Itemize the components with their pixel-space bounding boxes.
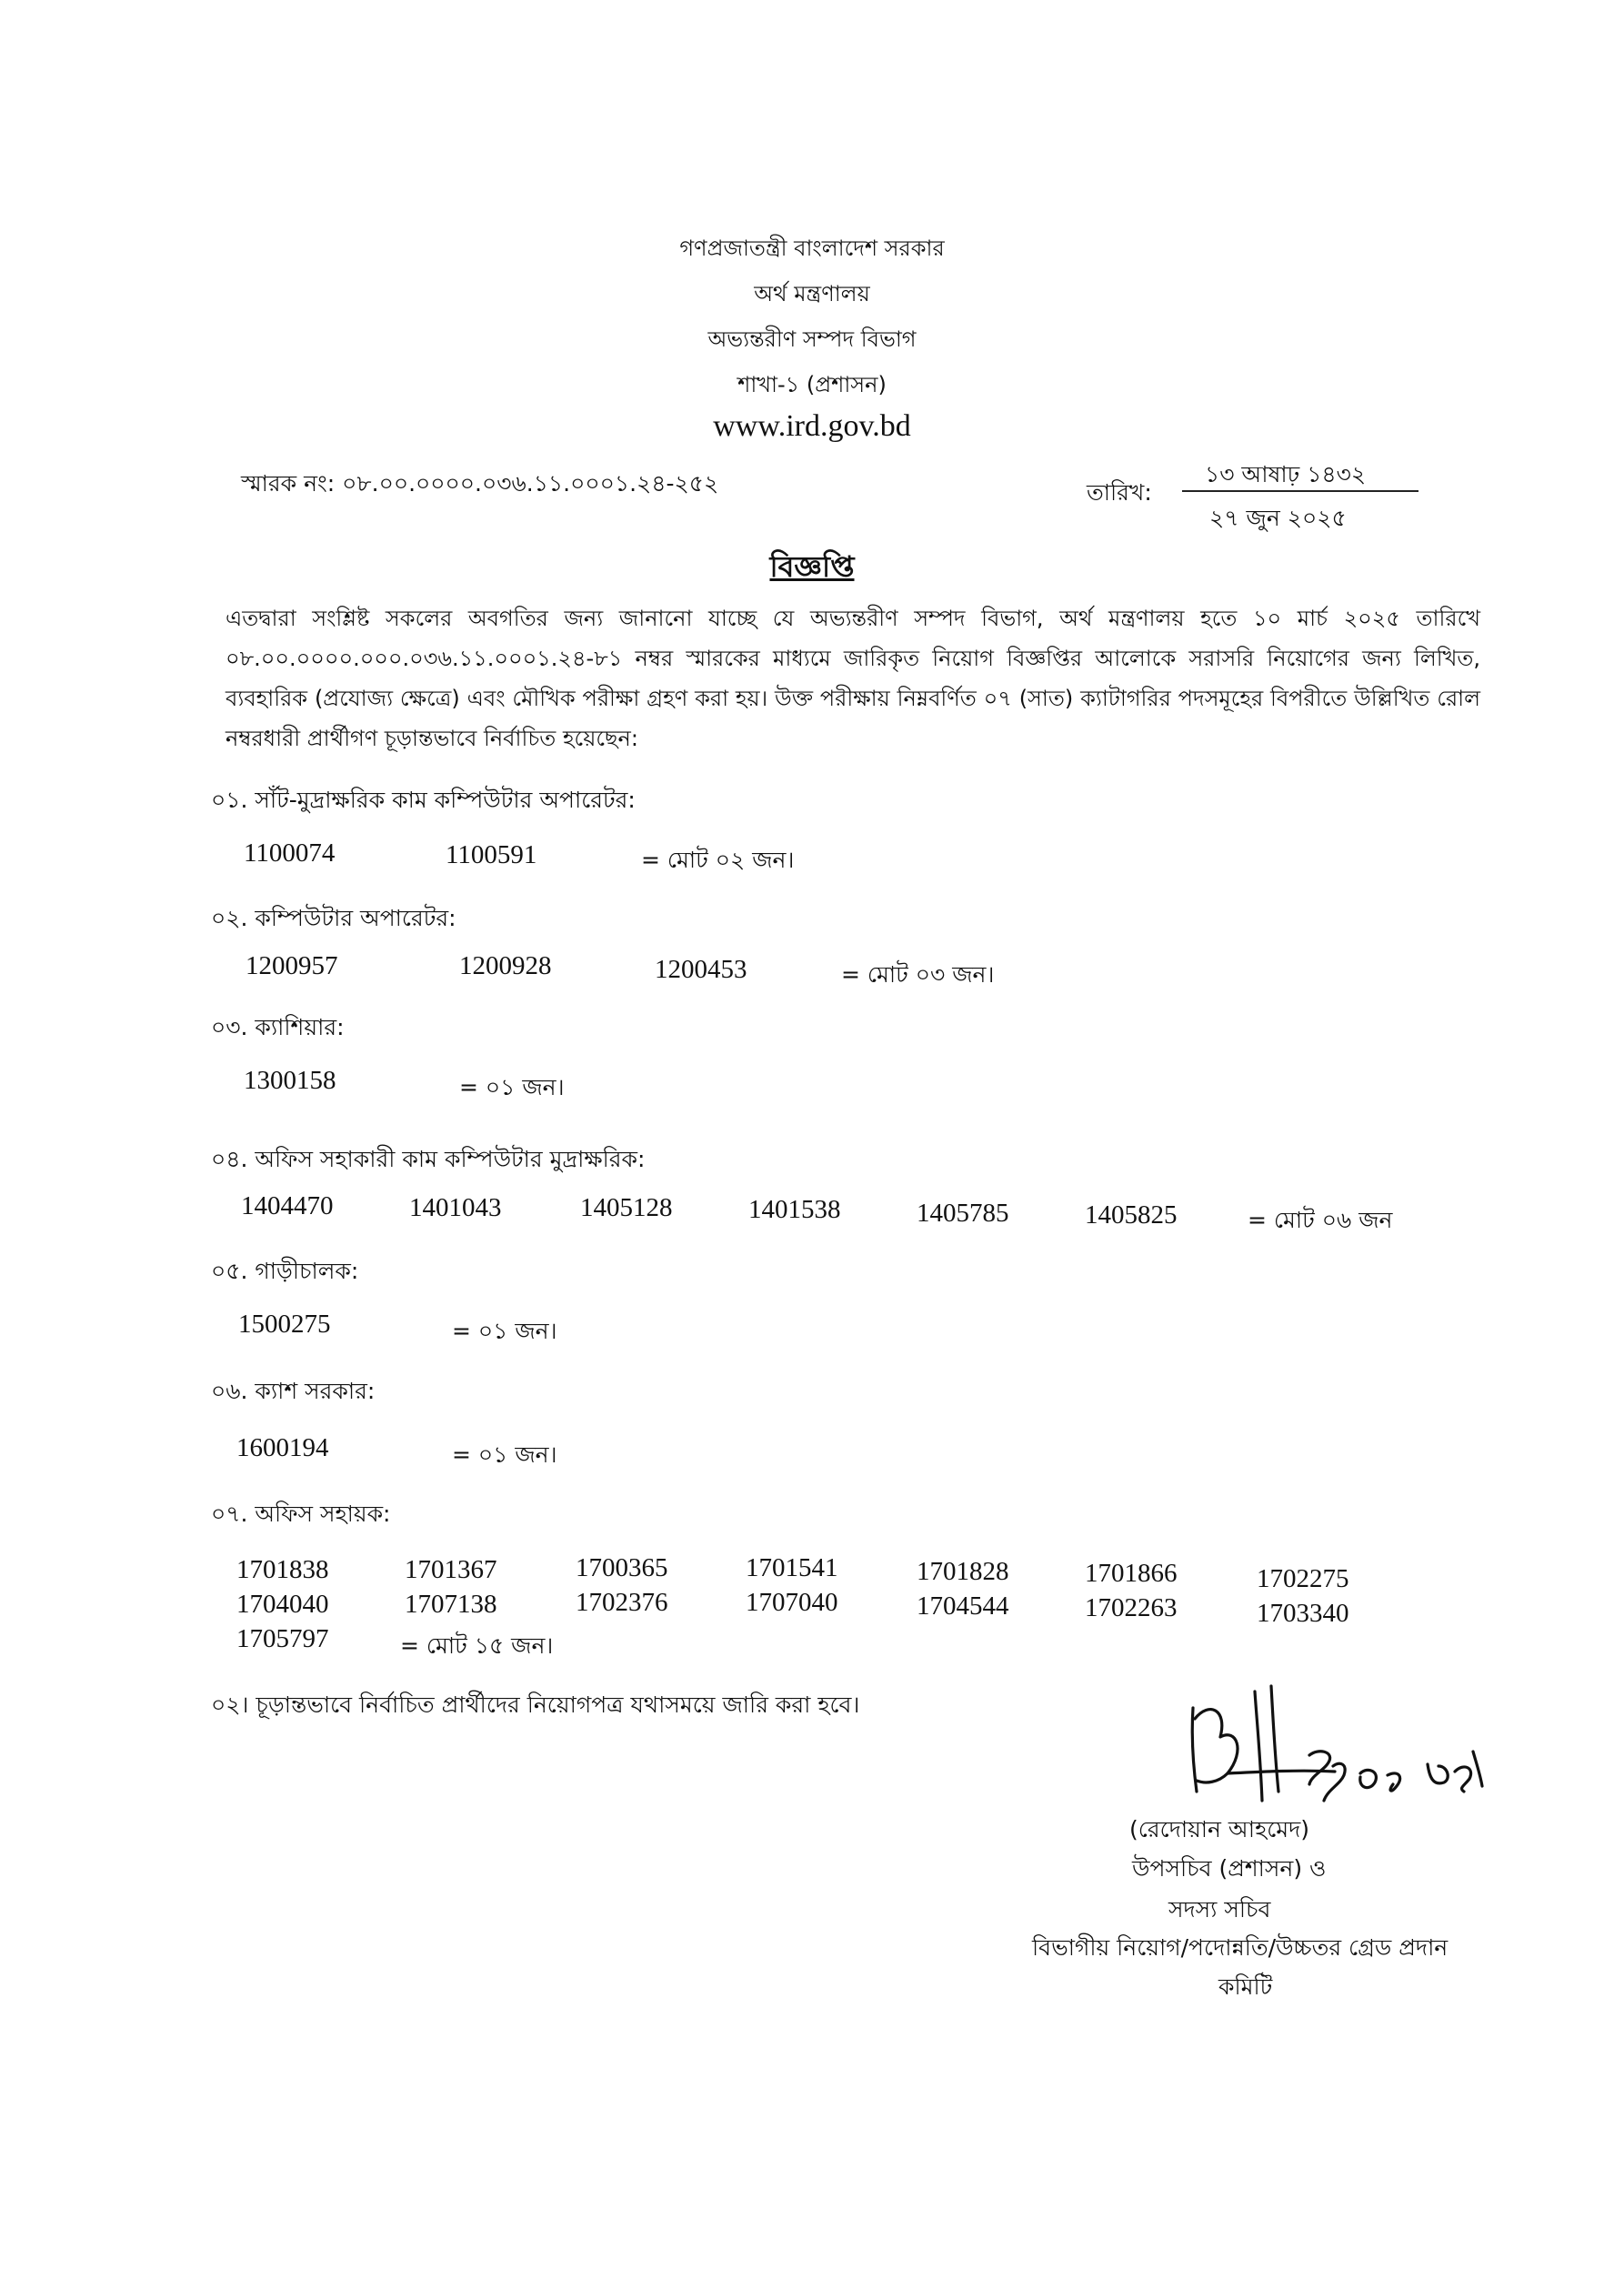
category-total-7: = মোট ১৫ জন। bbox=[400, 1632, 554, 1659]
date-label: তারিখ: bbox=[1087, 479, 1152, 506]
signatory-name: (রেদোয়ান আহমেদ) bbox=[1129, 1816, 1310, 1842]
roll-number: 1701828 bbox=[917, 1557, 1009, 1586]
website-link[interactable]: www.ird.gov.bd bbox=[713, 409, 911, 443]
date-bangla: ১৩ আষাঢ় ১৪৩২ bbox=[1205, 461, 1367, 487]
signatory-designation: উপসচিব (প্রশাসন) ও bbox=[1132, 1855, 1327, 1882]
roll-number: 1702376 bbox=[576, 1588, 668, 1617]
roll-number: 1705797 bbox=[236, 1624, 329, 1653]
closing-paragraph: ০২। চূড়ান্তভাবে নির্বাচিত প্রার্থীদের নিয়োগপত্র যথাসময়ে জারি করা হবে। bbox=[211, 1692, 860, 1718]
category-heading-3: ০৩. ক্যাশিয়ার: bbox=[211, 1014, 345, 1040]
roll-number: 1200928 bbox=[459, 951, 552, 980]
roll-number: 1701838 bbox=[236, 1555, 329, 1584]
roll-number: 1100074 bbox=[244, 838, 336, 868]
category-heading-5: ০৫. গাড়ীচালক: bbox=[211, 1258, 359, 1284]
category-total-6: = ০১ জন। bbox=[452, 1441, 557, 1468]
roll-number: 1703340 bbox=[1257, 1599, 1349, 1628]
category-heading-4: ০৪. অফিস সহাকারী কাম কম্পিউটার মুদ্রাক্ষরিক: bbox=[211, 1146, 646, 1172]
roll-number: 1401538 bbox=[748, 1195, 841, 1224]
division-name: অভ্যন্তরীণ সম্পদ বিভাগ bbox=[707, 326, 917, 352]
category-heading-6: ০৬. ক্যাশ সরকার: bbox=[211, 1378, 376, 1404]
date-divider bbox=[1182, 490, 1418, 492]
roll-number: 1700365 bbox=[576, 1553, 668, 1582]
roll-number: 1704040 bbox=[236, 1590, 329, 1619]
roll-number: 1405825 bbox=[1085, 1200, 1178, 1230]
roll-number: 1704544 bbox=[917, 1591, 1009, 1621]
category-total-2: = মোট ০৩ জন। bbox=[841, 961, 995, 988]
category-heading-7: ০৭. অফিস সহায়ক: bbox=[211, 1501, 391, 1527]
roll-number: 1200957 bbox=[246, 951, 338, 980]
committee-suffix: কমিটি bbox=[1218, 1973, 1273, 2000]
roll-number: 1702275 bbox=[1257, 1564, 1349, 1593]
roll-number: 1200453 bbox=[655, 955, 747, 984]
notice-title: বিজ্ঞপ্তি bbox=[769, 549, 855, 584]
roll-number: 1405128 bbox=[580, 1193, 673, 1222]
category-total-1: = মোট ০২ জন। bbox=[641, 847, 795, 873]
govt-name: গণপ্রজাতন্ত্রী বাংলাদেশ সরকার bbox=[679, 236, 945, 261]
branch-name: শাখা-১ (প্রশাসন) bbox=[737, 372, 887, 397]
roll-number: 1401043 bbox=[409, 1193, 502, 1222]
roll-number: 1300158 bbox=[244, 1066, 336, 1095]
date-english: ২৭ জুন ২০২৫ bbox=[1209, 505, 1347, 531]
roll-number: 1701367 bbox=[405, 1555, 497, 1584]
committee-name: বিভাগীয় নিয়োগ/পদোন্নতি/উচ্চতর গ্রেড প্রদান bbox=[1032, 1934, 1449, 1961]
roll-number: 1701866 bbox=[1085, 1559, 1178, 1588]
roll-number: 1707040 bbox=[746, 1588, 838, 1617]
memo-number: স্মারক নং: ০৮.০০.০০০০.০৩৬.১১.০০০১.২৪-২৫২ bbox=[241, 470, 719, 497]
roll-number: 1701541 bbox=[746, 1553, 838, 1582]
handwritten-signature bbox=[1173, 1664, 1500, 1828]
roll-number: 1600194 bbox=[236, 1433, 329, 1462]
ministry-name: অর্থ মন্ত্রণালয় bbox=[754, 281, 870, 306]
category-heading-2: ০২. কম্পিউটার অপারেটর: bbox=[211, 905, 456, 931]
category-total-5: = ০১ জন। bbox=[452, 1318, 557, 1344]
roll-number: 1702263 bbox=[1085, 1593, 1178, 1622]
roll-number: 1100591 bbox=[446, 840, 537, 869]
signatory-role: সদস্য সচিব bbox=[1168, 1896, 1271, 1923]
intro-paragraph: এতদ্বারা সংশ্লিষ্ট সকলের অবগতির জন্য জানানো যাচ্ছে যে অভ্যন্তরীণ সম্পদ বিভাগ, অর্থ মন্ত্রণালয় হতে ১০ মার্চ ২০২৫ তারিখে ০৮.০০.০০০০.০০০.০৩৬.১১.০০০১.২৪-৮১ নম্বর স্মারকের মাধ্যমে জারিকৃত নিয়োগ বিজ্ঞপ্তির আলোকে সরাসরি নিয়োগের জন্য লিখিত, ব্যবহারিক (প্রযোজ্য ক্ষেত্রে) এবং মৌখিক পরীক্ষা গ্রহণ করা হয়। উক্ত পরীক্ষায় নিম্নবর্ণিত ০৭ (সাত) ক্যাটাগরির পদসমূহের বিপরীতে উল্লিখিত রোল নম্বরধারী প্রার্থীগণ চূড়ান্তভাবে নির্বাচিত হয়েছেন: bbox=[226, 606, 1480, 751]
roll-number: 1500275 bbox=[238, 1310, 331, 1339]
category-heading-1: ০১. সাঁট-মুদ্রাক্ষরিক কাম কম্পিউটার অপারেটর: bbox=[211, 787, 636, 813]
roll-number: 1707138 bbox=[405, 1590, 497, 1619]
category-total-4: = মোট ০৬ জন bbox=[1248, 1207, 1393, 1233]
roll-number: 1405785 bbox=[917, 1199, 1009, 1228]
roll-number: 1404470 bbox=[241, 1191, 334, 1220]
category-total-3: = ০১ জন। bbox=[459, 1074, 565, 1100]
